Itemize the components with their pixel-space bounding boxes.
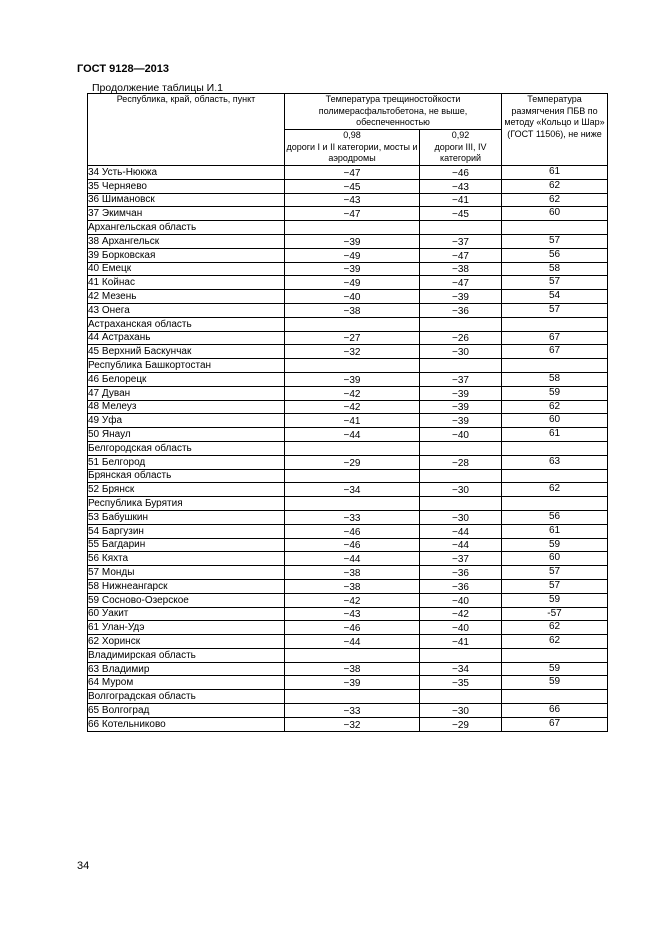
temp-092-cell: [420, 441, 502, 455]
region-cell: 48 Мелеуз: [88, 400, 285, 414]
temp-098-cell: −29: [285, 455, 420, 469]
softening-cell: [502, 648, 608, 662]
temp-098-cell: [285, 317, 420, 331]
region-cell: Белгородская область: [88, 441, 285, 455]
temp-098-cell: [285, 221, 420, 235]
softening-cell: [502, 469, 608, 483]
table-row: [88, 428, 608, 442]
softening-cell: 58: [502, 372, 608, 386]
temp-098-cell: −43: [285, 193, 420, 207]
temp-092-cell: −43: [420, 179, 502, 193]
temp-092-cell: −34: [420, 662, 502, 676]
temp-092-cell: −37: [420, 552, 502, 566]
region-cell: 56 Кяхта: [88, 552, 285, 566]
temp-098-cell: [285, 359, 420, 373]
temp-098-cell: −45: [285, 179, 420, 193]
page-number: 34: [77, 860, 90, 872]
table-row: [88, 566, 608, 580]
temp-092-cell: −40: [420, 428, 502, 442]
temp-092-cell: −26: [420, 331, 502, 345]
temp-098-cell: −46: [285, 524, 420, 538]
temp-092-cell: −36: [420, 566, 502, 580]
temp-098-cell: −32: [285, 717, 420, 731]
region-cell: 58 Нижнеангарск: [88, 579, 285, 593]
region-cell: 41 Койнас: [88, 276, 285, 290]
temp-092-cell: −44: [420, 538, 502, 552]
softening-cell: 62: [502, 635, 608, 649]
temp-092-cell: −35: [420, 676, 502, 690]
table-row: [88, 662, 608, 676]
region-cell: 64 Муром: [88, 676, 285, 690]
region-cell: 47 Дуван: [88, 386, 285, 400]
region-cell: Брянская область: [88, 469, 285, 483]
temp-098-cell: −33: [285, 510, 420, 524]
temp-098-cell: −44: [285, 428, 420, 442]
table-row: [88, 621, 608, 635]
temp-098-cell: −33: [285, 704, 420, 718]
temp-092-cell: −46: [420, 166, 502, 180]
table-row: [88, 400, 608, 414]
temp-098-cell: −42: [285, 400, 420, 414]
region-cell: 66 Котельниково: [88, 717, 285, 731]
temp-092-cell: −36: [420, 579, 502, 593]
region-cell: 52 Брянск: [88, 483, 285, 497]
header-region: Республика, край, область, пункт: [88, 94, 285, 166]
temp-098-cell: −38: [285, 303, 420, 317]
table-row: [88, 648, 608, 662]
temp-092-cell: −30: [420, 704, 502, 718]
temp-098-cell: −38: [285, 662, 420, 676]
softening-cell: [502, 441, 608, 455]
softening-cell: 57: [502, 303, 608, 317]
softening-cell: 62: [502, 193, 608, 207]
table-row: [88, 497, 608, 511]
table-row: [88, 510, 608, 524]
temp-098-cell: −47: [285, 166, 420, 180]
temp-092-cell: −39: [420, 290, 502, 304]
table-row: [88, 193, 608, 207]
temp-092-cell: [420, 497, 502, 511]
temp-092-cell: −30: [420, 510, 502, 524]
region-cell: 39 Борковская: [88, 248, 285, 262]
table-row: [88, 221, 608, 235]
temp-098-cell: −42: [285, 386, 420, 400]
softening-cell: 59: [502, 593, 608, 607]
table-row: [88, 166, 608, 180]
temp-092-cell: −41: [420, 193, 502, 207]
temp-098-cell: −38: [285, 579, 420, 593]
softening-cell: [502, 317, 608, 331]
temp-092-cell: −39: [420, 386, 502, 400]
document-title: ГОСТ 9128—2013: [77, 63, 170, 75]
header-softening-temperature: Температура размягчения ПБВ по методу «Кольцо и Шар» (ГОСТ 11506), не ниже: [502, 94, 608, 166]
temp-098-cell: −46: [285, 621, 420, 635]
temp-098-cell: −39: [285, 372, 420, 386]
softening-cell: 63: [502, 455, 608, 469]
softening-cell: [502, 221, 608, 235]
softening-cell: 59: [502, 676, 608, 690]
header-crack-temperature: Температура трещиностойкости полимерасфальтобетона, не выше, обеспеченностью: [285, 94, 502, 130]
region-cell: 37 Экимчан: [88, 207, 285, 221]
softening-cell: 62: [502, 621, 608, 635]
table-row: [88, 593, 608, 607]
temp-098-cell: [285, 497, 420, 511]
region-cell: Республика Башкортостан: [88, 359, 285, 373]
temp-092-cell: −30: [420, 483, 502, 497]
region-cell: 60 Уакит: [88, 607, 285, 621]
region-cell: 34 Усть-Нюкжа: [88, 166, 285, 180]
softening-cell: [502, 359, 608, 373]
region-cell: 53 Бабушкин: [88, 510, 285, 524]
softening-cell: 66: [502, 704, 608, 718]
header-probability-098: 0,98 дороги I и II категории, мосты и аэродромы: [285, 130, 420, 166]
temp-092-cell: −38: [420, 262, 502, 276]
temp-092-cell: [420, 359, 502, 373]
temp-098-cell: [285, 690, 420, 704]
temp-098-cell: −38: [285, 566, 420, 580]
temp-092-cell: [420, 469, 502, 483]
region-cell: 43 Онега: [88, 303, 285, 317]
table-row: [88, 455, 608, 469]
table-row: [88, 676, 608, 690]
temp-092-cell: −45: [420, 207, 502, 221]
region-cell: 36 Шимановск: [88, 193, 285, 207]
table-row: [88, 690, 608, 704]
softening-cell: 61: [502, 428, 608, 442]
table-row: [88, 303, 608, 317]
softening-cell: 59: [502, 662, 608, 676]
softening-cell: 59: [502, 386, 608, 400]
temp-098-cell: −32: [285, 345, 420, 359]
temp-098-cell: [285, 441, 420, 455]
temp-098-cell: −49: [285, 276, 420, 290]
table-row: [88, 552, 608, 566]
softening-cell: [502, 690, 608, 704]
table-row: [88, 179, 608, 193]
region-cell: 57 Монды: [88, 566, 285, 580]
temp-092-cell: −47: [420, 276, 502, 290]
temp-098-cell: −39: [285, 676, 420, 690]
softening-cell: 57: [502, 234, 608, 248]
temp-098-cell: −49: [285, 248, 420, 262]
region-cell: 35 Черняево: [88, 179, 285, 193]
table-row: [88, 331, 608, 345]
softening-cell: 61: [502, 524, 608, 538]
table-row: [88, 704, 608, 718]
region-cell: 40 Емецк: [88, 262, 285, 276]
header-probability-092: 0,92 дороги III, IV категорий: [420, 130, 502, 166]
softening-cell: [502, 497, 608, 511]
temp-092-cell: −42: [420, 607, 502, 621]
table-row: [88, 359, 608, 373]
region-cell: 50 Янаул: [88, 428, 285, 442]
softening-cell: 58: [502, 262, 608, 276]
softening-cell: 67: [502, 331, 608, 345]
table-row: [88, 262, 608, 276]
temp-092-cell: −37: [420, 234, 502, 248]
temp-092-cell: −39: [420, 414, 502, 428]
table-row: [88, 483, 608, 497]
softening-cell: 61: [502, 166, 608, 180]
temp-098-cell: −27: [285, 331, 420, 345]
temp-098-cell: −47: [285, 207, 420, 221]
table-row: [88, 441, 608, 455]
temp-098-cell: −44: [285, 552, 420, 566]
table-row: [88, 372, 608, 386]
region-cell: 54 Баргузин: [88, 524, 285, 538]
table-row: [88, 207, 608, 221]
table-row: [88, 317, 608, 331]
region-cell: Республика Бурятия: [88, 497, 285, 511]
temp-092-cell: −39: [420, 400, 502, 414]
region-cell: 65 Волгоград: [88, 704, 285, 718]
temp-098-cell: [285, 469, 420, 483]
softening-cell: 67: [502, 717, 608, 731]
table-row: [88, 248, 608, 262]
table-row: [88, 386, 608, 400]
softening-cell: 56: [502, 248, 608, 262]
softening-cell: 56: [502, 510, 608, 524]
temp-092-cell: [420, 221, 502, 235]
softening-cell: 57: [502, 566, 608, 580]
softening-cell: 62: [502, 179, 608, 193]
region-cell: 63 Владимир: [88, 662, 285, 676]
temp-098-cell: −42: [285, 593, 420, 607]
region-cell: Архангельская область: [88, 221, 285, 235]
region-cell: 44 Астрахань: [88, 331, 285, 345]
region-cell: 45 Верхний Баскунчак: [88, 345, 285, 359]
region-cell: 42 Мезень: [88, 290, 285, 304]
region-cell: 59 Сосново-Озерское: [88, 593, 285, 607]
table-row: [88, 635, 608, 649]
region-cell: 46 Белорецк: [88, 372, 285, 386]
table-row: [88, 414, 608, 428]
region-cell: 49 Уфа: [88, 414, 285, 428]
temp-092-cell: −44: [420, 524, 502, 538]
temp-098-cell: −46: [285, 538, 420, 552]
data-table: [87, 93, 608, 732]
temp-092-cell: [420, 317, 502, 331]
softening-cell: 60: [502, 207, 608, 221]
softening-cell: 60: [502, 414, 608, 428]
table-row: [88, 579, 608, 593]
temp-098-cell: −39: [285, 262, 420, 276]
temp-098-cell: −41: [285, 414, 420, 428]
temp-098-cell: [285, 648, 420, 662]
region-cell: 62 Хоринск: [88, 635, 285, 649]
table-row: [88, 607, 608, 621]
temp-098-cell: −40: [285, 290, 420, 304]
softening-cell: 67: [502, 345, 608, 359]
table-row: [88, 524, 608, 538]
temp-092-cell: −40: [420, 593, 502, 607]
table-caption: Продолжение таблицы И.1: [92, 82, 223, 94]
region-cell: 51 Белгород: [88, 455, 285, 469]
region-cell: 38 Архангельск: [88, 234, 285, 248]
table-row: [88, 276, 608, 290]
temp-092-cell: −28: [420, 455, 502, 469]
temp-092-cell: −36: [420, 303, 502, 317]
temp-092-cell: [420, 690, 502, 704]
temp-092-cell: −29: [420, 717, 502, 731]
table-row: [88, 538, 608, 552]
temp-098-cell: −39: [285, 234, 420, 248]
table-row: [88, 345, 608, 359]
softening-cell: -57: [502, 607, 608, 621]
temp-092-cell: [420, 648, 502, 662]
softening-cell: 62: [502, 400, 608, 414]
temp-092-cell: −40: [420, 621, 502, 635]
softening-cell: 57: [502, 276, 608, 290]
temp-098-cell: −34: [285, 483, 420, 497]
table-row: [88, 290, 608, 304]
temp-092-cell: −30: [420, 345, 502, 359]
table-row: [88, 717, 608, 731]
softening-cell: 62: [502, 483, 608, 497]
temp-098-cell: −44: [285, 635, 420, 649]
region-cell: 55 Багдарин: [88, 538, 285, 552]
region-cell: Владимирская область: [88, 648, 285, 662]
temp-092-cell: −47: [420, 248, 502, 262]
region-cell: 61 Улан-Удэ: [88, 621, 285, 635]
softening-cell: 60: [502, 552, 608, 566]
temp-092-cell: −37: [420, 372, 502, 386]
softening-cell: 57: [502, 579, 608, 593]
temp-098-cell: −43: [285, 607, 420, 621]
table-row: [88, 234, 608, 248]
table-row: [88, 469, 608, 483]
region-cell: Астраханская область: [88, 317, 285, 331]
softening-cell: 59: [502, 538, 608, 552]
softening-cell: 54: [502, 290, 608, 304]
temp-092-cell: −41: [420, 635, 502, 649]
region-cell: Волгоградская область: [88, 690, 285, 704]
